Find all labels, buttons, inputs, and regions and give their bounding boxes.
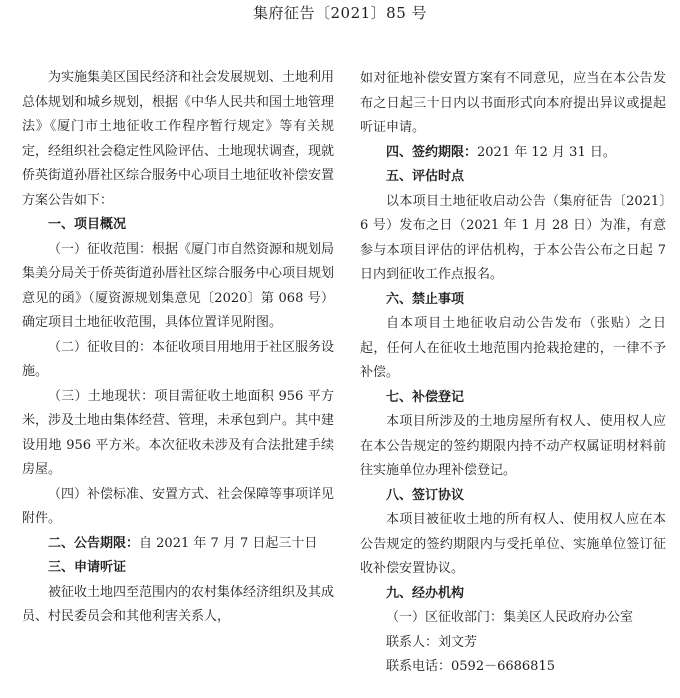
intro-paragraph: 为实施集美区国民经济和社会发展规划、土地利用总体规划和城乡规划，根据《中华人民共和国土地管理法》《厦门市土地征收工作程序暂行规定》等有关规定，经组织社会稳定性风险评估、土地现状调查，现就侨英街道孙厝社区综合服务中心项目土地征收补偿安置方案公告如下： <box>22 70 335 208</box>
hearing-paragraph: 被征收土地四至范围内的农村集体经济组织及其成员、村民委员会和其他利害关系人， <box>22 584 335 624</box>
left-column <box>22 66 334 630</box>
document-header: 集府征告〔2021〕85 号 <box>252 4 428 22</box>
section-heading-prohibitions: 六、禁止事项 <box>386 291 465 307</box>
project-scope-paragraph: （一）征收范围：根据《厦门市自然资源和规划局集美分局关于侨英街道孙厝社区综合服务中心项目规划意见的函》（厦资源规划集意见〔2020〕第 068 号）确定项目土地征收范围，具体位置详见附图。 <box>22 241 335 330</box>
registration-paragraph: 本项目所涉及的土地房屋所有权人、使用权人应在本公告规定的签约期限内持不动产权属证明材料前往实施单位办理补偿登记。 <box>360 414 666 478</box>
land-status-paragraph: （三）土地现状：项目需征收土地面积 956 平方米，涉及土地由集体经营、管理，未承包到户。其中建设用地 956 平方米。本次征收未涉及有合法批建手续房屋。 <box>22 388 335 477</box>
section-heading-agencies: 九、经办机构 <box>386 585 465 601</box>
valuation-date-paragraph: 以本项目土地征收启动公告（集府征告〔2021〕6 号）发布之日（2021 年 1 月 28 日）为准，有意参与本项目评估的评估机构，于本公告公布之日起 7 日内到征收工作点报名。 <box>360 193 666 282</box>
section-heading-registration: 七、补偿登记 <box>386 389 465 405</box>
hearing-continuation-paragraph: 如对征地补偿安置方案有不同意见，应当在本公告发布之日起三十日内以书面形式向本府提出异议或提起听证申请。 <box>360 71 666 135</box>
agreement-paragraph: 本项目被征收土地的所有权人、使用权人应在本公告规定的签约期限内与受托单位、实施单位签订征收补偿安置协议。 <box>360 512 666 576</box>
contact-person: 联系人：刘文芳 <box>386 634 478 650</box>
section-heading-announcement-period: 二、公告期限： <box>48 535 140 551</box>
prohibitions-paragraph: 自本项目土地征收启动公告发布（张贴）之日起，任何人在征收土地范围内抢栽抢建的，一律不予补偿。 <box>360 316 666 380</box>
agency-district-department: （一）区征收部门：集美区人民政府办公室 <box>386 610 634 625</box>
section-heading-valuation-date: 五、评估时点 <box>386 169 465 184</box>
signing-period-text: 2021 年 12 月 31 日。 <box>477 144 616 160</box>
section-heading-signing-period: 四、签约期限： <box>386 144 478 160</box>
compensation-standard-paragraph: （四）补偿标准、安置方式、社会保障等事项详见附件。 <box>22 486 335 526</box>
project-purpose-paragraph: （二）征收目的：本征收项目用地用于社区服务设施。 <box>22 339 335 379</box>
signing-period-paragraph <box>360 141 666 166</box>
contact-phone: 联系电话：0592－6686815 <box>386 659 555 674</box>
announcement-period-paragraph <box>22 532 334 557</box>
announcement-period-text: 自 2021 年 7 月 7 日起三十日 <box>139 535 318 551</box>
section-heading-project-overview: 一、项目概况 <box>48 217 127 232</box>
section-heading-agreement: 八、签订协议 <box>386 487 465 503</box>
section-heading-hearing: 三、申请听证 <box>48 560 127 575</box>
right-column <box>360 67 666 680</box>
